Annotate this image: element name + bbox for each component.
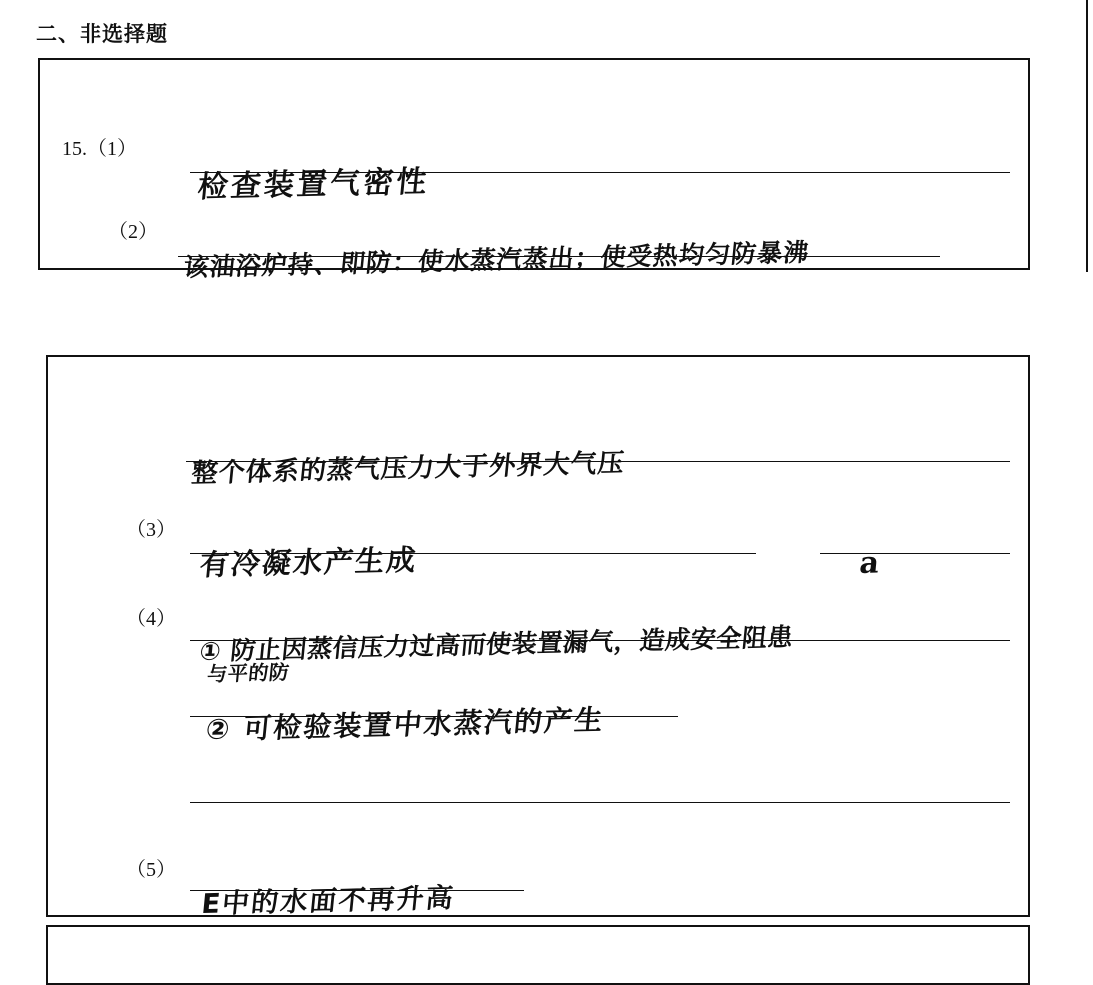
question-15-5-label: （5）	[126, 859, 176, 881]
handwritten-answer-15-1: 检查装置气密性	[196, 164, 432, 206]
answer-rule-15-3-right	[820, 553, 1010, 554]
handwritten-answer-15-3: 有冷凝水产生成	[198, 542, 420, 583]
section-heading: 二、非选择题	[36, 23, 168, 46]
handwritten-answer-continued: 整个体系的蒸气压力大于外界大气压	[190, 448, 627, 490]
question-15-2-label: （2）	[108, 221, 158, 243]
question-15-4-label: （4）	[126, 608, 176, 630]
handwritten-answer-15-4-item2: ② 可检验装置中水蒸汽的产生	[204, 703, 606, 747]
handwritten-answer-15-4-item1-overflow: 与平的防	[206, 660, 291, 687]
page-edge-rule	[1086, 0, 1088, 272]
question-15-3-label: （3）	[126, 519, 176, 541]
answer-box-first	[38, 58, 1030, 270]
handwritten-answer-15-4-item1: ① 防止因蒸信压力过高而使装置漏气，造成安全阻患	[198, 622, 795, 667]
answer-rule-15-4-line3	[190, 802, 1010, 803]
handwritten-answer-15-2: 该油浴炉持、即防：使水蒸汽蒸出；使受热均匀防暴沸	[182, 237, 811, 283]
answer-box-third-partial	[46, 925, 1030, 985]
question-15-label: 15.（1）	[62, 138, 137, 160]
handwritten-answer-15-3-right: a	[858, 545, 882, 581]
handwritten-answer-15-5: E中的水面不再升高	[200, 882, 457, 921]
